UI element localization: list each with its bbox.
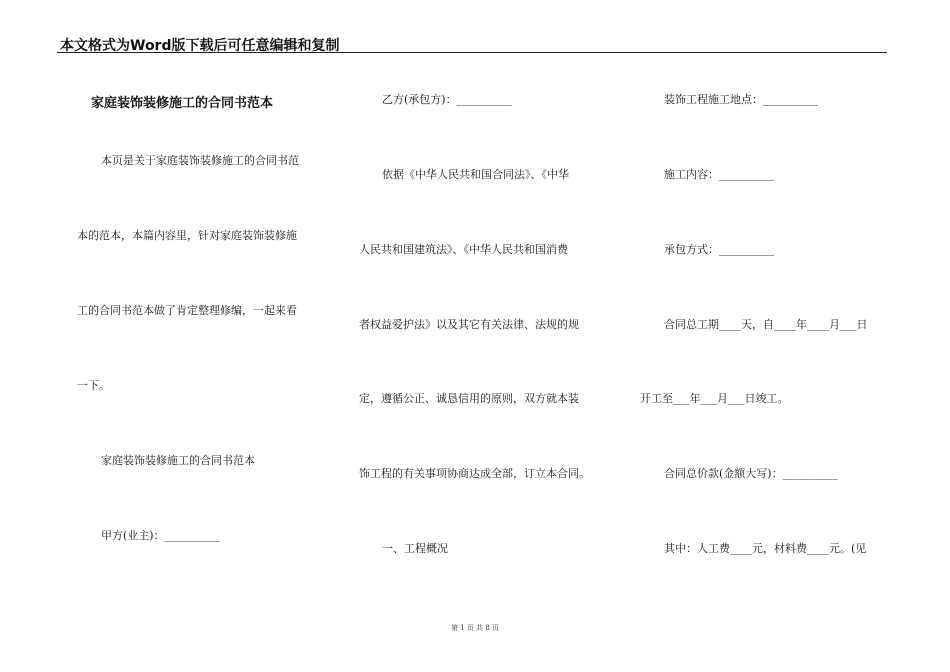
col3-line-6: 合同总价款(金额大写)：__________	[664, 467, 838, 480]
col2-line-3: 人民共和国建筑法》、《中华人民共和国消费	[359, 243, 568, 256]
col3-line-4: 合同总工期____天，自____年____月___日	[664, 318, 868, 331]
col2-line-2: 依据《中华人民共和国合同法》、《中华	[382, 168, 569, 181]
header-divider	[57, 52, 887, 53]
col1-line-5: 家庭装饰装修施工的合同书范本	[101, 454, 255, 467]
col1-line-4: 一下。	[77, 379, 110, 392]
col2-line-6: 饰工程的有关事项协商达成全部，订立本合同。	[359, 467, 590, 480]
col3-line-2: 施工内容：__________	[664, 168, 774, 181]
document-title: 家庭装饰装修施工的合同书范本	[91, 96, 274, 111]
col3-line-3: 承包方式：__________	[664, 243, 774, 256]
col3-line-7: 其中：人工费____元，材料费____元。(见	[664, 542, 867, 555]
col1-line-2: 本的范本，本篇内容里，针对家庭装饰装修施	[77, 229, 297, 242]
col2-line-4: 者权益爱护法》以及其它有关法律、法规的规	[359, 318, 579, 331]
col3-line-1: 装饰工程施工地点：__________	[664, 93, 818, 106]
col2-line-7: 一、工程概况	[382, 542, 448, 555]
col3-line-5: 开工至___年___月___日竣工。	[640, 392, 789, 405]
page-header-text: 本文格式为Word版下载后可任意编辑和复制	[60, 38, 340, 54]
page-number-footer: 第 1 页 共 8 页	[450, 624, 500, 632]
col1-line-3: 工的合同书范本做了肯定整理修编，一起来看	[77, 304, 297, 317]
col2-line-5: 定，遵循公正、诚恳信用的原则，双方就本装	[359, 392, 579, 405]
col1-line-6: 甲方(业主)：__________	[101, 529, 220, 542]
col1-line-1: 本页是关于家庭装饰装修施工的合同书范	[101, 154, 299, 167]
col2-line-1: 乙方(承包方)：__________	[382, 93, 512, 106]
